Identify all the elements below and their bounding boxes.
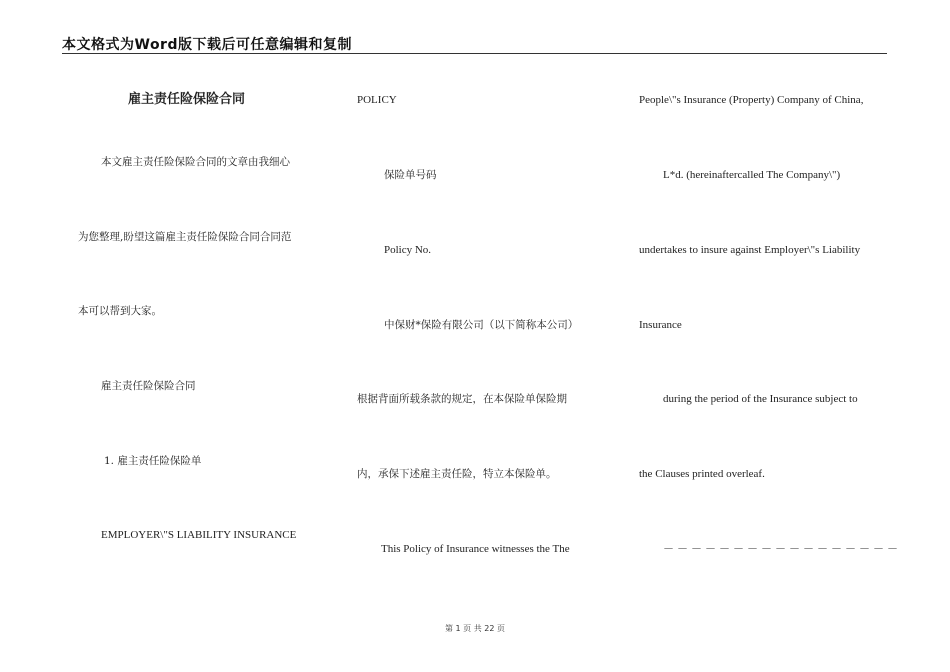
clause-line-2: 内，承保下述雇主责任险，特立本保险单。 xyxy=(357,468,557,480)
intro-line-1: 本文雇主责任险保险合同的文章由我细心 xyxy=(101,156,290,168)
policy-label: POLICY xyxy=(357,94,397,106)
english-line-3: undertakes to insure against Employer\"s Liability xyxy=(639,244,861,256)
policy-number-cn: 保险单号码 xyxy=(384,169,437,181)
policy-number-en: Policy No. xyxy=(384,244,432,256)
clause-line-1: 根据背面所载条款的规定，在本保险单保险期 xyxy=(357,393,567,405)
document-header-title: 本文格式为Word版下载后可任意编辑和复制 xyxy=(62,37,352,53)
section-heading: 雇主责任险保险合同 xyxy=(101,380,196,392)
header-divider xyxy=(62,53,887,54)
page-footer: 第 1 页 共 22 页 xyxy=(445,624,505,633)
english-line-6: the Clauses printed overleaf. xyxy=(639,468,765,480)
english-line-2: L*d. (hereinaftercalled The Company\") xyxy=(663,169,841,181)
dash-separator: －－－－－－－－－－－－－－－－－ xyxy=(663,542,901,555)
item-1-heading: 1. 雇主责任险保险单 xyxy=(104,455,202,467)
english-line-1: People\"s Insurance (Property) Company of China, xyxy=(639,94,864,106)
witness-line: This Policy of Insurance witnesses the The xyxy=(381,543,570,555)
english-line-4: Insurance xyxy=(639,319,682,331)
intro-line-3: 本可以帮到大家。 xyxy=(78,305,162,317)
company-name-cn: 中保财*保险有限公司（以下简称本公司） xyxy=(384,319,579,331)
english-line-5: during the period of the Insurance subject to xyxy=(663,393,858,405)
intro-line-2: 为您整理,盼望这篇雇主责任险保险合同合同范 xyxy=(78,231,292,243)
item-1-english: EMPLOYER\"S LIABILITY INSURANCE xyxy=(101,529,297,541)
contract-title: 雇主责任险保险合同 xyxy=(128,92,246,107)
